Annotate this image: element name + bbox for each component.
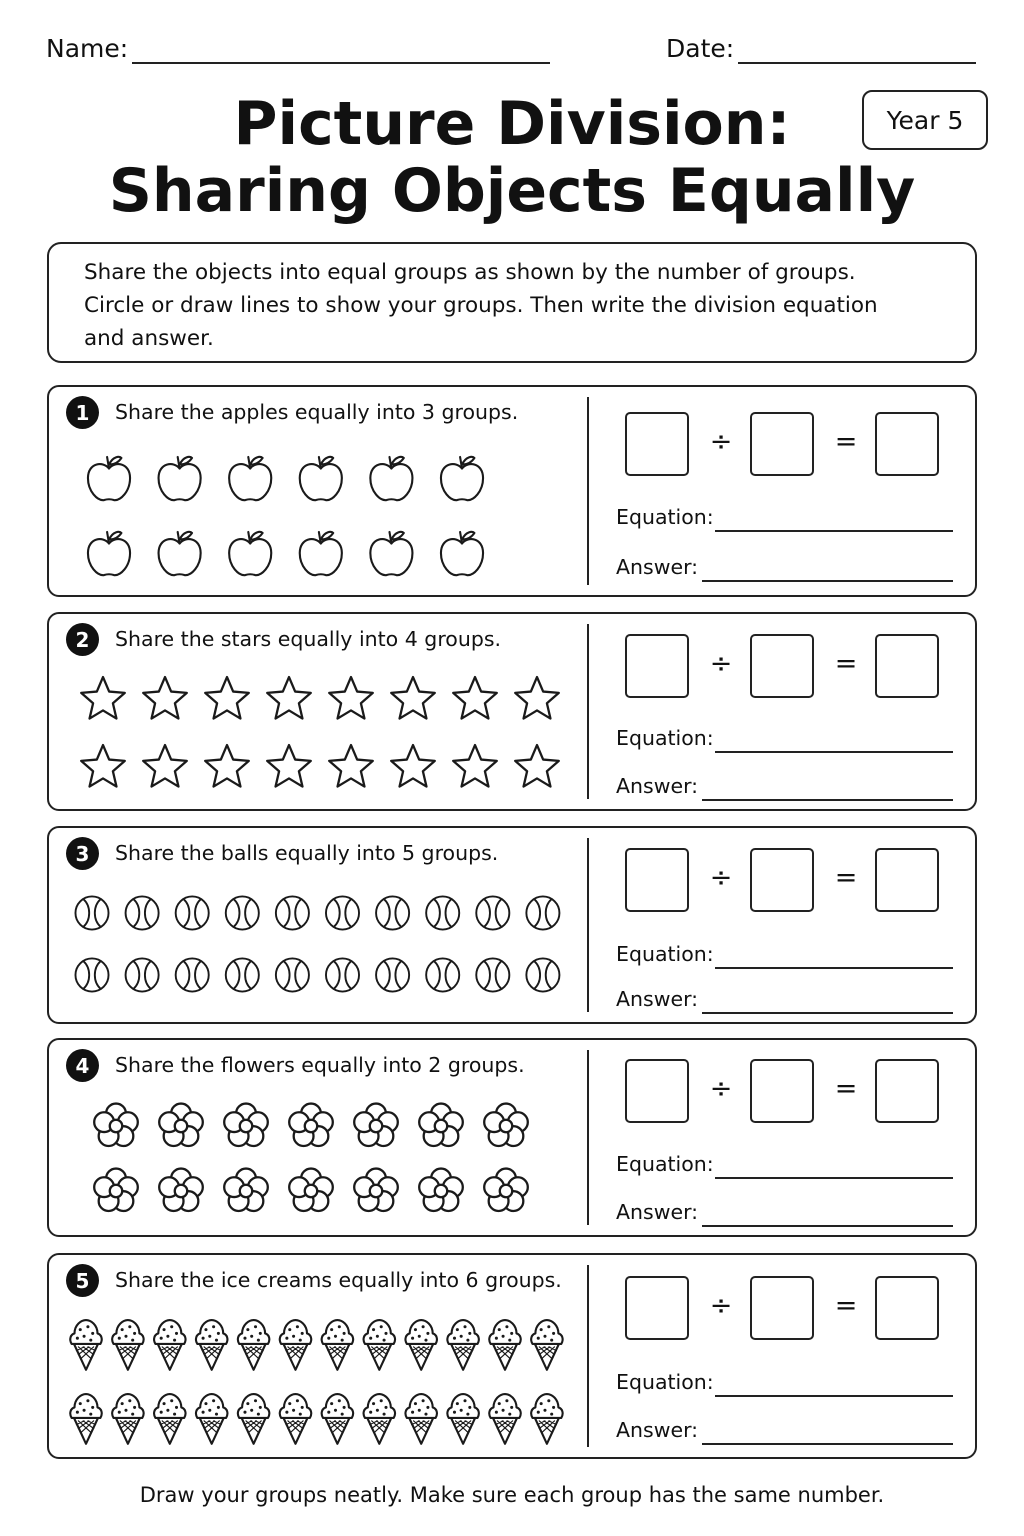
apple-icon (441, 457, 483, 500)
answer-label: Answer: (616, 1418, 699, 1442)
ice-cream-icon (196, 1394, 227, 1444)
star-icon (205, 677, 249, 719)
ice-cream-icon (196, 1320, 227, 1370)
flower-icon (484, 1104, 528, 1146)
objects-area[interactable] (49, 614, 584, 809)
question-text: Share the flowers equally into 2 groups. (115, 1053, 525, 1077)
instructions-line2: Circle or draw lines to show your groups. Then write the division equation (84, 293, 878, 318)
instructions-line3: and answer. (84, 326, 214, 351)
ball-icon (276, 958, 309, 991)
star-icon (81, 745, 125, 787)
ice-cream-icon (364, 1320, 395, 1370)
footer-note: Draw your groups neatly. Make sure each group has the same number. (139, 1483, 885, 1507)
equation-line[interactable] (715, 1395, 953, 1397)
ice-cream-icon (447, 1320, 478, 1370)
date-label: Date: (666, 34, 735, 63)
ball-icon (126, 958, 159, 991)
flower-icon (159, 1169, 203, 1211)
question-card (47, 385, 977, 597)
star-icon (329, 745, 373, 787)
apple-icon (88, 532, 130, 575)
dividend-box[interactable] (625, 1059, 689, 1123)
question-text: Share the stars equally into 4 groups. (115, 627, 502, 651)
divider (587, 624, 589, 799)
equation-label: Equation: (616, 1370, 714, 1394)
divisor-box[interactable] (750, 1059, 814, 1123)
ball-icon (176, 896, 209, 929)
ball-icon (226, 958, 259, 991)
divide-sign: ÷ (709, 1290, 733, 1321)
divider (587, 397, 589, 585)
quotient-box[interactable] (875, 848, 939, 912)
question-number: 1 (66, 396, 99, 429)
star-icon (267, 677, 311, 719)
star-icon (453, 677, 497, 719)
ball-icon (75, 958, 108, 991)
ball-icon (326, 958, 359, 991)
equals-sign: = (834, 862, 858, 893)
dividend-box[interactable] (625, 848, 689, 912)
ice-cream-icon (364, 1394, 395, 1444)
apple-icon (159, 457, 201, 500)
answer-line[interactable] (702, 1012, 953, 1014)
flower-icon (289, 1169, 333, 1211)
divisor-box[interactable] (750, 1276, 814, 1340)
ball-icon (376, 896, 409, 929)
divider (587, 1265, 589, 1447)
divisor-box[interactable] (750, 848, 814, 912)
ice-cream-icon (112, 1394, 143, 1444)
ice-cream-icon (112, 1320, 143, 1370)
star-icon (515, 677, 559, 719)
objects-area[interactable] (49, 387, 584, 595)
star-icon (143, 677, 187, 719)
objects-area[interactable] (49, 828, 584, 1022)
flower-icon (94, 1104, 138, 1146)
equation-line[interactable] (715, 751, 953, 753)
apple-icon (441, 532, 483, 575)
answer-line[interactable] (702, 1225, 953, 1227)
equation-label: Equation: (616, 505, 714, 529)
ice-cream-icon (238, 1394, 269, 1444)
equals-sign: = (834, 648, 858, 679)
star-icon (205, 745, 249, 787)
ball-icon (276, 896, 309, 929)
instructions-line1: Share the objects into equal groups as shown by the number of groups. (84, 260, 856, 285)
divider (587, 838, 589, 1012)
dividend-box[interactable] (625, 634, 689, 698)
ball-icon (526, 958, 559, 991)
apple-icon (370, 457, 412, 500)
quotient-box[interactable] (875, 1059, 939, 1123)
ice-cream-icon (154, 1320, 185, 1370)
flower-icon (484, 1169, 528, 1211)
star-icon (143, 745, 187, 787)
apple-icon (88, 457, 130, 500)
ice-cream-icon (531, 1320, 562, 1370)
star-icon (453, 745, 497, 787)
divider (587, 1050, 589, 1225)
divide-sign: ÷ (709, 648, 733, 679)
divisor-box[interactable] (750, 412, 814, 476)
ball-icon (476, 958, 509, 991)
flower-icon (94, 1169, 138, 1211)
answer-label: Answer: (616, 1200, 699, 1224)
ice-cream-icon (154, 1394, 185, 1444)
question-text: Share the balls equally into 5 groups. (115, 841, 499, 865)
answer-label: Answer: (616, 555, 699, 579)
ice-cream-icon (322, 1394, 353, 1444)
divide-sign: ÷ (709, 862, 733, 893)
question-card (47, 826, 977, 1024)
ice-cream-icon (70, 1394, 101, 1444)
divide-sign: ÷ (709, 426, 733, 457)
ice-cream-icon (322, 1320, 353, 1370)
answer-line[interactable] (702, 580, 953, 582)
question-number: 3 (66, 837, 99, 870)
ice-cream-icon (489, 1394, 520, 1444)
question-text: Share the ice creams equally into 6 groups. (115, 1268, 562, 1292)
ice-cream-icon (238, 1320, 269, 1370)
equation-label: Equation: (616, 942, 714, 966)
star-icon (515, 745, 559, 787)
flower-icon (159, 1104, 203, 1146)
equals-sign: = (834, 1290, 858, 1321)
ice-cream-icon (280, 1320, 311, 1370)
ice-cream-icon (489, 1320, 520, 1370)
star-icon (267, 745, 311, 787)
ball-icon (75, 896, 108, 929)
star-icon (329, 677, 373, 719)
quotient-box[interactable] (875, 1276, 939, 1340)
dividend-box[interactable] (625, 412, 689, 476)
flower-icon (224, 1169, 268, 1211)
star-icon (391, 745, 435, 787)
flower-icon (354, 1104, 398, 1146)
instructions-box (47, 242, 977, 363)
equals-sign: = (834, 1073, 858, 1104)
question-number: 5 (66, 1264, 99, 1297)
quotient-box[interactable] (875, 634, 939, 698)
apple-icon (159, 532, 201, 575)
ball-icon (126, 896, 159, 929)
name-field[interactable] (132, 62, 550, 64)
objects-area[interactable] (49, 1255, 584, 1457)
equals-sign: = (834, 426, 858, 457)
dividend-box[interactable] (625, 1276, 689, 1340)
divisor-box[interactable] (750, 634, 814, 698)
flower-icon (224, 1104, 268, 1146)
apple-icon (300, 457, 342, 500)
flower-icon (289, 1104, 333, 1146)
question-number: 4 (66, 1049, 99, 1082)
answer-label: Answer: (616, 987, 699, 1011)
quotient-box[interactable] (875, 412, 939, 476)
apple-icon (370, 532, 412, 575)
equation-line[interactable] (715, 967, 953, 969)
year-badge: Year 5 (862, 90, 988, 150)
star-icon (391, 677, 435, 719)
ball-icon (226, 896, 259, 929)
ice-cream-icon (70, 1320, 101, 1370)
flower-icon (419, 1169, 463, 1211)
page-title-line2: Sharing Objects Equally (108, 156, 916, 226)
ice-cream-icon (531, 1394, 562, 1444)
ice-cream-icon (405, 1394, 436, 1444)
apple-icon (300, 532, 342, 575)
ball-icon (326, 896, 359, 929)
objects-area[interactable] (49, 1040, 584, 1235)
ball-icon (426, 896, 459, 929)
ice-cream-icon (447, 1394, 478, 1444)
question-card (47, 612, 977, 811)
ball-icon (526, 896, 559, 929)
flower-icon (419, 1104, 463, 1146)
date-field[interactable] (738, 62, 976, 64)
ball-icon (176, 958, 209, 991)
name-label: Name: (46, 34, 129, 63)
answer-line[interactable] (702, 1443, 953, 1445)
flower-icon (354, 1169, 398, 1211)
divide-sign: ÷ (709, 1073, 733, 1104)
star-icon (81, 677, 125, 719)
ball-icon (426, 958, 459, 991)
question-card (47, 1038, 977, 1237)
equation-label: Equation: (616, 726, 714, 750)
apple-icon (229, 532, 271, 575)
apple-icon (229, 457, 271, 500)
ice-cream-icon (280, 1394, 311, 1444)
answer-label: Answer: (616, 774, 699, 798)
ball-icon (476, 896, 509, 929)
question-number: 2 (66, 623, 99, 656)
ice-cream-icon (405, 1320, 436, 1370)
page-title-line1: Picture Division: (233, 89, 791, 159)
question-card (47, 1253, 977, 1459)
equation-line[interactable] (715, 530, 953, 532)
equation-label: Equation: (616, 1152, 714, 1176)
equation-line[interactable] (715, 1177, 953, 1179)
answer-line[interactable] (702, 799, 953, 801)
ball-icon (376, 958, 409, 991)
question-text: Share the apples equally into 3 groups. (115, 400, 519, 424)
